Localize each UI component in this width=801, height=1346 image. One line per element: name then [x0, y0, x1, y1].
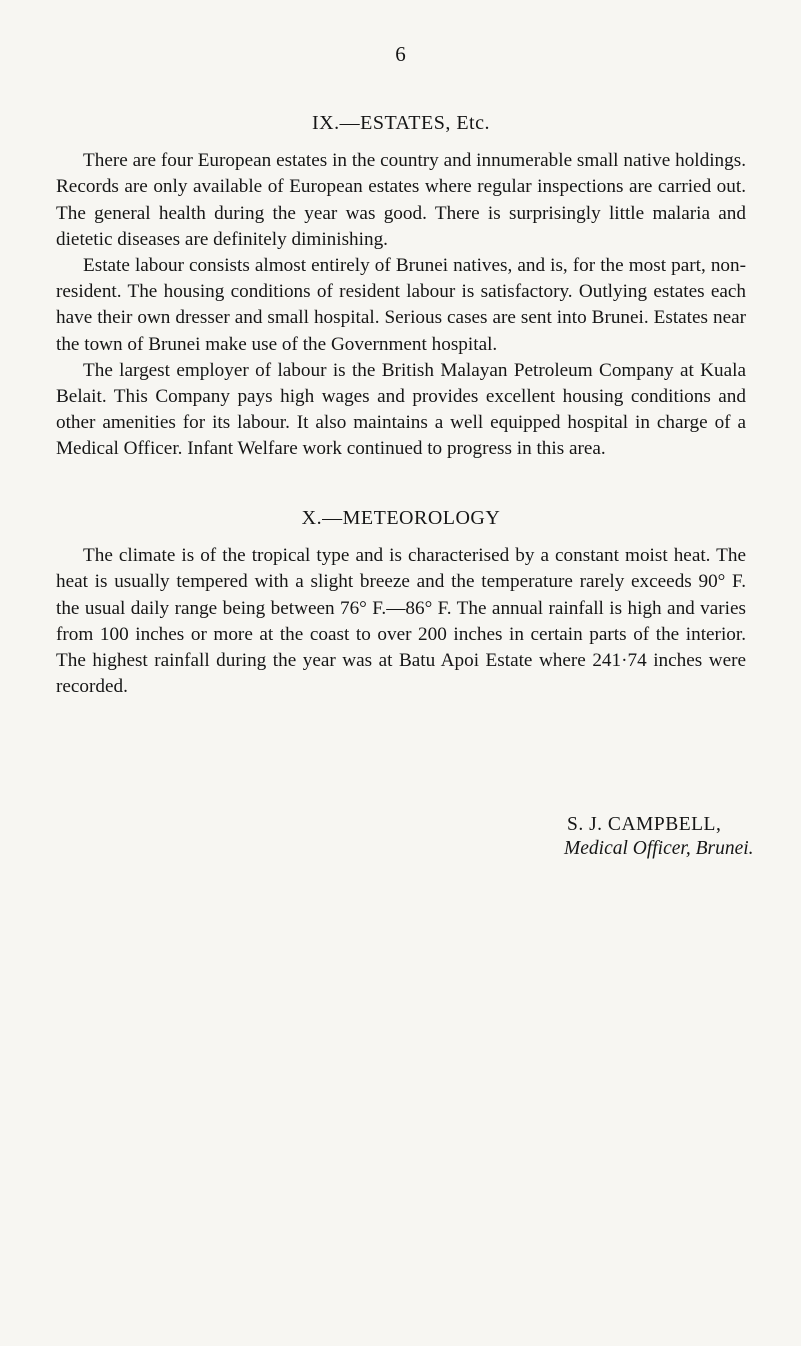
section-heading-meteorology: X.—METEOROLOGY — [301, 507, 501, 529]
paragraph-estates-3: The largest employer of labour is the British Malayan Petroleum Company at Kuala Belait. This Company pays high wages and provides excellent housing conditions and other amenities for its labour. It also maintains a well equipped hospital in charge of a Medical Officer. Infant Welfare work continued to progress in this area. — [56, 359, 746, 460]
section-estates — [56, 110, 746, 463]
signature-title: Medical Officer, Brunei. — [564, 838, 754, 859]
section-heading-estates: IX.—ESTATES, Etc. — [312, 112, 490, 134]
signature-block — [564, 813, 754, 861]
paragraph-estates-1: There are four European estates in the country and innumerable small native holdings. Records are only available of European estates where regular inspections are carried out. The general health during the year was good. There is surprisingly little malaria and dietetic diseases are definitely diminishing. — [56, 150, 746, 250]
paragraph-meteorology-1: The climate is of the tropical type and is characterised by a constant moist heat. The heat is usually tempered with a slight breeze and the temperature rarely exceeds 90° F. the usual daily range being between 76° F.—86° F. The annual rainfall is high and varies from 100 inches or more at the coast to over 200 inches in certain parts of the interior. The highest rainfall during the year was at Batu Apoi Estate where 241·74 inches were recorded. — [56, 545, 746, 698]
section-meteorology — [56, 505, 746, 700]
signature-name: S. J. CAMPBELL, — [567, 814, 722, 835]
page-number: 6 — [395, 42, 406, 66]
paragraph-estates-2: Estate labour consists almost entirely of Brunei natives, and is, for the most part, non-resident. The housing conditions of resident labour is satisfactory. Outlying estates each have their own dresser and small hospital. Serious cases are sent into Brunei. Estates near the town of Brunei make use of the Government hospital. — [56, 255, 746, 355]
